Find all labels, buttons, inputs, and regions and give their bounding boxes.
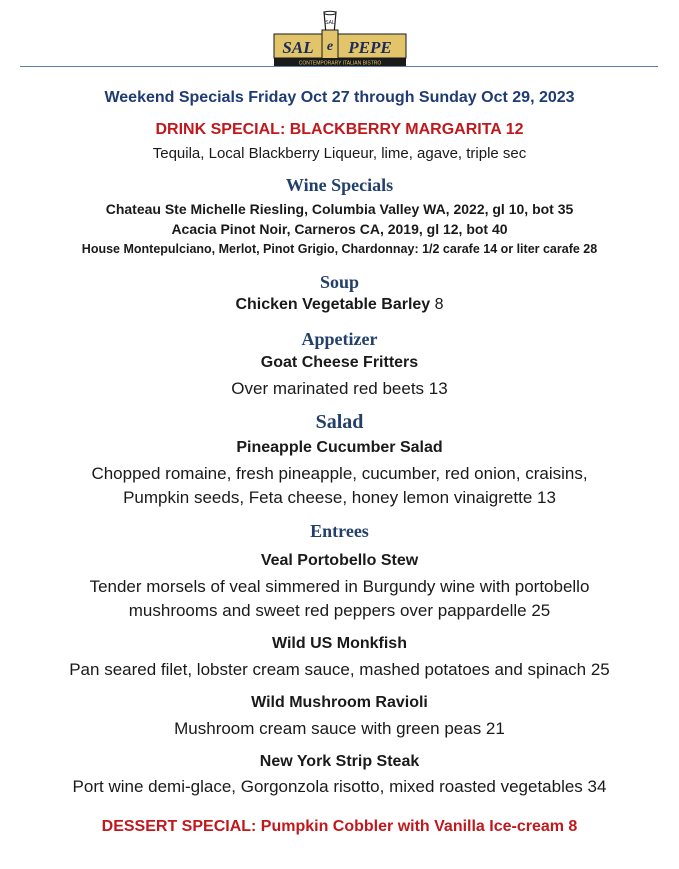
restaurant-logo [272, 10, 408, 68]
specials-date-heading: Weekend Specials Friday Oct 27 through Sunday Oct 29, 2023 [104, 89, 575, 106]
soup-name: Chicken Vegetable Barley [235, 296, 431, 313]
wine-line: House Montepulciano, Merlot, Pinot Grigio, Chardonnay: 1/2 carafe 14 or liter carafe 28 [81, 242, 598, 256]
wine-line: Chateau Ste Michelle Riesling, Columbia Valley WA, 2022, gl 10, bot 35 [105, 201, 574, 217]
entree-name: Veal Portobello Stew [260, 552, 419, 569]
salad-description: Pumpkin seeds, Feta cheese, honey lemon vinaigrette 13 [123, 488, 556, 507]
soup-item [0, 296, 679, 314]
drink-special-description: Tequila, Local Blackberry Liqueur, lime, agave, triple sec [152, 145, 527, 162]
logo-left-text: SAL [282, 38, 314, 57]
entree-description: mushrooms and sweet red peppers over pappardelle 25 [128, 601, 551, 620]
appetizer-heading: Appetizer [301, 329, 378, 349]
entrees-heading: Entrees [310, 521, 369, 541]
salad-name: Pineapple Cucumber Salad [236, 439, 443, 456]
soup-heading: Soup [319, 272, 360, 292]
entree-description: Mushroom cream sauce with green peas 21 [174, 719, 505, 738]
logo-graphic [272, 10, 408, 68]
soup-price: 8 [430, 296, 444, 313]
entree-description: Pan seared filet, lobster cream sauce, mashed potatoes and spinach 25 [69, 660, 610, 679]
entree-description: Tender morsels of veal simmered in Burgundy wine with portobello [89, 577, 590, 596]
wine-specials-heading: Wine Specials [285, 175, 394, 195]
entree-name: Wild US Monkfish [272, 635, 407, 652]
logo-tagline: CONTEMPORARY ITALIAN BISTRO [298, 60, 382, 67]
entree-name: Wild Mushroom Ravioli [251, 694, 428, 711]
logo-middle-text: e [326, 39, 334, 54]
header-divider [20, 66, 658, 67]
dessert-special-title: DESSERT SPECIAL: Pumpkin Cobbler with Vanilla Ice-cream 8 [101, 818, 578, 835]
wine-line: Acacia Pinot Noir, Carneros CA, 2019, gl 12, bot 40 [171, 221, 508, 237]
drink-special-title: DRINK SPECIAL: BLACKBERRY MARGARITA 12 [155, 121, 524, 138]
salad-heading: Salad [315, 411, 364, 433]
appetizer-name: Goat Cheese Fritters [260, 354, 419, 371]
salad-description: Chopped romaine, fresh pineapple, cucumber, red onion, craisins, [91, 464, 588, 483]
entree-description: Port wine demi-glace, Gorgonzola risotto, mixed roasted vegetables 34 [72, 777, 607, 796]
appetizer-description: Over marinated red beets 13 [231, 379, 448, 398]
logo-right-text: PEPE [348, 38, 392, 57]
entree-name: New York Strip Steak [259, 753, 420, 770]
svg-text:SAL: SAL [325, 20, 335, 26]
